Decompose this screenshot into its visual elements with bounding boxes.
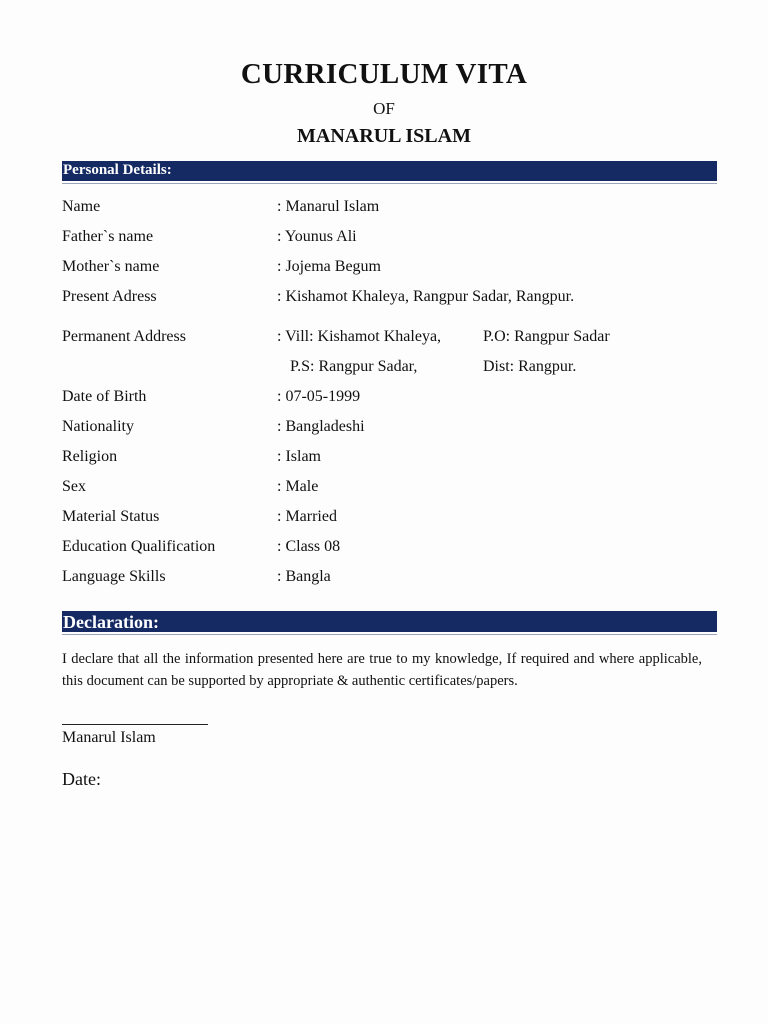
father-name-value: : Younus Ali	[277, 228, 357, 245]
present-address-value: : Kishamot Khaleya, Rangpur Sadar, Rangpur.	[277, 288, 575, 305]
date-label: Date:	[62, 769, 101, 789]
dob-label: Date of Birth	[62, 388, 147, 405]
document-title: CURRICULUM VITA	[240, 58, 528, 90]
religion-value: : Islam	[277, 448, 321, 465]
permanent-address-label: Permanent Address	[62, 328, 186, 345]
signature-line	[62, 724, 208, 725]
present-address-label: Present Adress	[62, 288, 157, 305]
father-name-label: Father`s name	[62, 228, 154, 245]
language-label: Language Skills	[62, 568, 166, 585]
name-value: : Manarul Islam	[277, 198, 380, 215]
permanent-address-district: Dist: Rangpur.	[483, 358, 577, 375]
signature-name: Manarul Islam	[62, 729, 156, 746]
sex-value: : Male	[277, 478, 319, 495]
nationality-label: Nationality	[62, 418, 134, 435]
declaration-section-bar	[62, 611, 717, 632]
sex-label: Sex	[62, 478, 86, 495]
personal-details-section-bar	[62, 161, 717, 181]
permanent-address-line1: : Vill: Kishamot Khaleya,	[277, 328, 442, 345]
marital-status-label: Material Status	[62, 508, 160, 525]
candidate-name-heading: MANARUL ISLAM	[297, 125, 471, 147]
language-value: : Bangla	[277, 568, 331, 585]
personal-details-heading: Personal Details:	[63, 162, 172, 178]
permanent-address-line2: P.S: Rangpur Sadar,	[290, 358, 418, 375]
religion-label: Religion	[62, 448, 118, 465]
declaration-heading: Declaration:	[63, 612, 159, 632]
declaration-text: I declare that all the information presented here are true to my knowledge, If required and where applicable, this document can be supported by appropriate & authentic certificates/papers.	[62, 651, 702, 689]
mother-name-label: Mother`s name	[62, 258, 160, 275]
mother-name-value: : Jojema Begum	[277, 258, 381, 275]
title-of: OF	[373, 99, 395, 118]
dob-value: : 07-05-1999	[277, 388, 361, 405]
nationality-value: : Bangladeshi	[277, 418, 365, 435]
name-label: Name	[62, 198, 101, 215]
education-value: : Class 08	[277, 538, 341, 555]
education-label: Education Qualification	[62, 538, 216, 555]
permanent-address-post-office: P.O: Rangpur Sadar	[483, 328, 610, 345]
marital-status-value: : Married	[277, 508, 337, 525]
